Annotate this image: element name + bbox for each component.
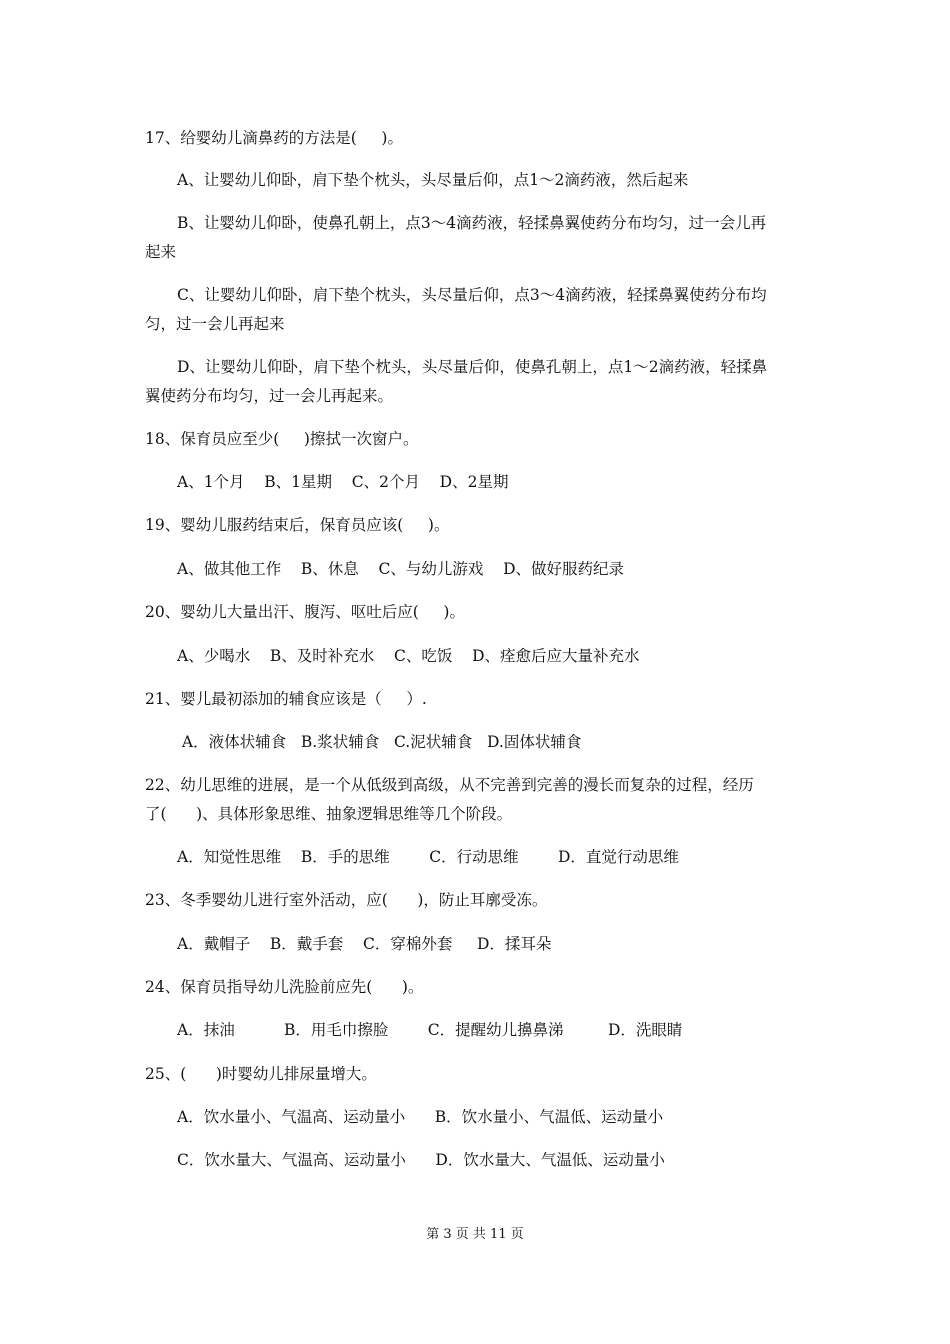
q24-options: A．抹油 B．用毛巾擦脸 C．提醒幼儿擤鼻涕 D．洗眼睛	[177, 1021, 683, 1039]
question-17: 17、给婴幼儿滴鼻药的方法是( )。	[145, 129, 403, 147]
question-23: 23、冬季婴幼儿进行室外活动，应( )，防止耳廓受冻。	[145, 891, 548, 909]
q20-options: A、少喝水 B、及时补充水 C、吃饭 D、痊愈后应大量补充水	[177, 647, 640, 665]
q17-option-c-line2: 匀，过一会儿再起来	[145, 315, 285, 333]
q21-options: A．液体状辅食 B.浆状辅食 C.泥状辅食 D.固体状辅食	[177, 733, 582, 751]
q19-options: A、做其他工作 B、休息 C、与幼儿游戏 D、做好服药纪录	[177, 560, 624, 578]
question-20: 20、婴幼儿大量出汗、腹泻、呕吐后应( )。	[145, 603, 465, 621]
q18-options: A、1个月 B、1星期 C、2个月 D、2星期	[177, 473, 509, 491]
q22-options: A．知觉性思维 B．手的思维 C．行动思维 D．直觉行动思维	[177, 848, 679, 866]
question-18: 18、保育员应至少( )擦拭一次窗户。	[145, 430, 419, 448]
q17-option-d-line1: D、让婴幼儿仰卧，肩下垫个枕头，头尽量后仰，使鼻孔朝上，点1～2滴药液，轻揉鼻	[177, 358, 768, 376]
question-22-line2: 了( )、具体形象思维、抽象逻辑思维等几个阶段。	[145, 805, 513, 823]
q17-option-b-line1: B、让婴幼儿仰卧，使鼻孔朝上，点3～4滴药液，轻揉鼻翼使药分布均匀，过一会儿再	[177, 214, 767, 232]
question-25: 25、( )时婴幼儿排尿量增大。	[145, 1065, 377, 1083]
page-footer: 第 3 页 共 11 页	[426, 1227, 524, 1242]
q17-option-c-line1: C、让婴幼儿仰卧，肩下垫个枕头，头尽量后仰，点3～4滴药液，轻揉鼻翼使药分布均	[177, 286, 767, 304]
q23-options: A．戴帽子 B．戴手套 C．穿棉外套 D．揉耳朵	[177, 935, 552, 953]
q25-options-ab: A．饮水量小、气温高、运动量小 B．饮水量小、气温低、运动量小	[177, 1108, 664, 1126]
q17-option-d-line2: 翼使药分布均匀，过一会儿再起来。	[145, 387, 394, 405]
question-22-line1: 22、幼儿思维的进展，是一个从低级到高级，从不完善到完善的漫长而复杂的过程，经历	[145, 776, 754, 794]
q25-options-cd: C．饮水量大、气温高、运动量小 D．饮水量大、气温低、运动量小	[177, 1151, 665, 1169]
question-24: 24、保育员指导幼儿洗脸前应先( )。	[145, 978, 424, 996]
q17-option-a: A、让婴幼儿仰卧，肩下垫个枕头，头尽量后仰，点1～2滴药液，然后起来	[177, 171, 689, 189]
question-21: 21、婴儿最初添加的辅食应该是（ ）.	[145, 690, 427, 708]
question-19: 19、婴幼儿服药结束后，保育员应该( )。	[145, 516, 450, 534]
q17-option-b-line2: 起来	[145, 243, 177, 261]
